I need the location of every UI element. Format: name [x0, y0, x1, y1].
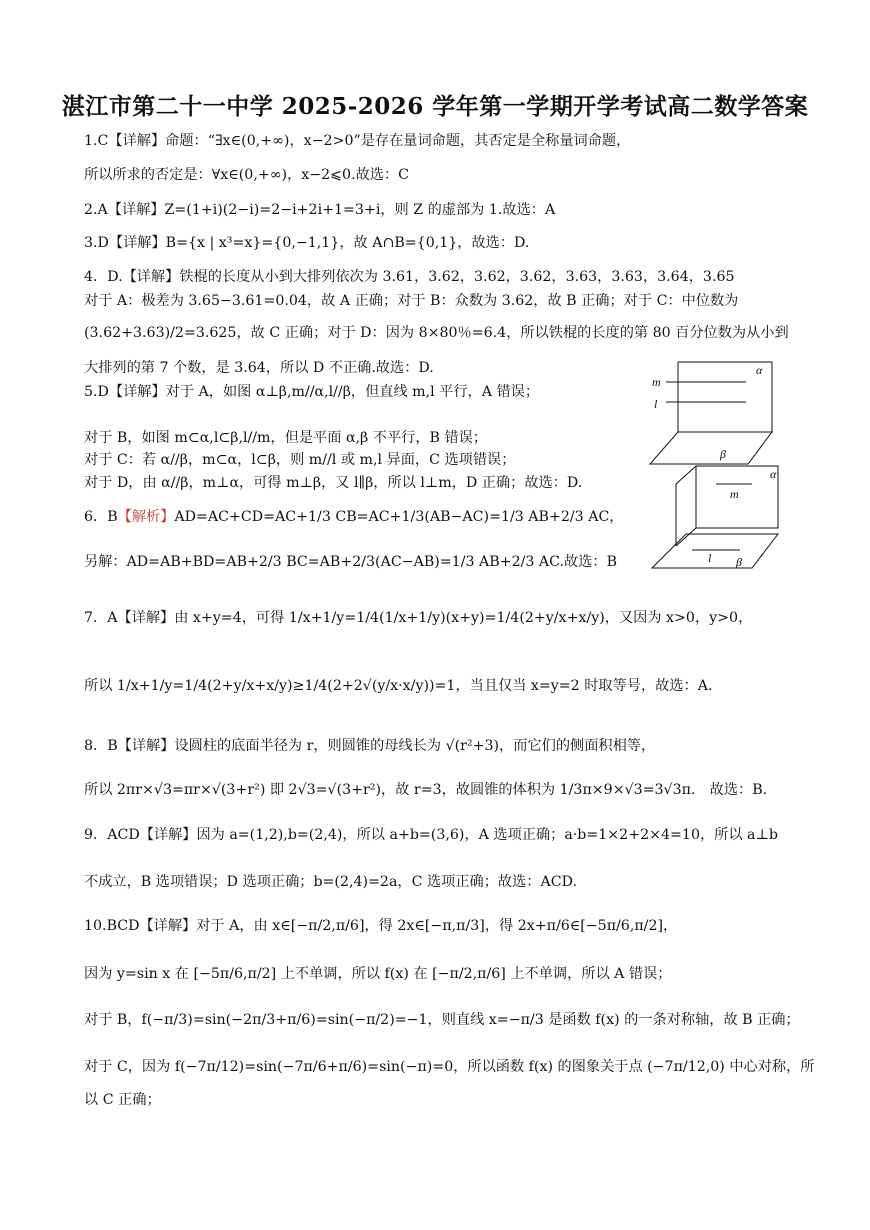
answer-line: 对于 B，f(−π/3)=sin(−2π/3+π/6)=sin(−π/2)=−1，则直线 x=−π/3 是函数 f(x) 的一条对称轴，故 B 正确； [84, 1012, 800, 1028]
label-m: m [730, 487, 739, 501]
figure-perpendicular-planes [646, 358, 786, 468]
answer-line-q6 [84, 507, 624, 527]
plane-beta [652, 534, 778, 568]
answer-line: 以 C 正确； [84, 1092, 161, 1108]
answer-line: 对于 D，由 α//β，m⊥α，可得 m⊥β，又 l∥β，所以 l⊥m，D 正确；故选：D. [84, 475, 583, 491]
q6-prefix: 6．B [84, 509, 118, 525]
label-l: l [708, 551, 712, 565]
q6-body: AD=AC+CD=AC+1/3 CB=AC+1/3(AB−AC)=1/3 AB+2/3 AC， [174, 509, 624, 525]
answer-line: 5.D【详解】对于 A，如图 α⊥β,m//α,l//β，但直线 m,l 平行，A 错误； [84, 384, 540, 400]
answer-line: 7．A【详解】由 x+y=4，可得 1/x+1/y=1/4(1/x+1/y)(x+y)=1/4(2+y/x+x/y)，又因为 x>0，y>0， [84, 610, 753, 626]
plane-alpha-depth [676, 528, 696, 546]
label-alpha: α [756, 363, 763, 377]
answer-line: 所以 1/x+1/y=1/4(2+y/x+x/y)≥1/4(2+2√(y/x·x/y))=1，当且仅当 x=y=2 时取等号，故选：A. [84, 678, 713, 694]
answer-line: 10.BCD【详解】对于 A，由 x∈[−π/2,π/6]，得 2x∈[−π,π/3]，得 2x+π/6∈[−5π/6,π/2]， [84, 918, 678, 934]
answer-line: 对于 B，如图 m⊂α,l⊂β,l//m，但是平面 α,β 不平行，B 错误； [84, 430, 488, 446]
figure-two-planes [646, 464, 786, 574]
answer-line: 8．B【详解】设圆柱的底面半径为 r，则圆锥的母线长为 √(r²+3)，而它们的侧面积相等， [84, 738, 656, 754]
label-alpha: α [770, 467, 777, 481]
answer-line: 对于 C，因为 f(−7π/12)=sin(−7π/6+π/6)=sin(−π)=0，所以函数 f(x) 的图象关于点 (−7π/12,0) 中心对称，所 [84, 1059, 815, 1075]
answer-line: 3.D【详解】B={x | x³=x}={0,−1,1}，故 A∩B={0,1}，故选：D. [84, 235, 530, 251]
answer-line: 9．ACD【详解】因为 a=(1,2),b=(2,4)，所以 a+b=(3,6)，A 选项正确；a·b=1×2+2×4=10，所以 a⊥b [84, 827, 778, 843]
label-beta: β [736, 555, 742, 569]
answer-line: 不成立，B 选项错误；D 选项正确；b=(2,4)=2a，C 选项正确；故选：ACD. [84, 874, 577, 890]
answer-line: 1.C【详解】命题：“∃x∈(0,+∞)，x−2>0”是存在量词命题，其否定是全称量词命题， [84, 133, 631, 149]
q6-tag: 【解析】 [117, 509, 175, 525]
label-m: m [652, 375, 661, 389]
answer-line: 所以 2πr×√3=πr×√(3+r²) 即 2√3=√(3+r²)，故 r=3，故圆锥的体积为 1/3π×9×√3=3√3π. 故选：B. [84, 782, 768, 798]
answer-line: 因为 y=sin x 在 [−5π/6,π/2] 上不单调，所以 f(x) 在 [−π/2,π/6] 上不单调，所以 A 错误； [84, 966, 672, 982]
answer-line: 所以所求的否定是：∀x∈(0,+∞)，x−2⩽0.故选：C [84, 167, 410, 183]
answer-line: 2.A【详解】Z=(1+i)(2−i)=2−i+2i+1=3+i，则 Z 的虚部为 1.故选：A [84, 202, 556, 218]
answer-line: 对于 A：极差为 3.65−3.61=0.04，故 A 正确；对于 B：众数为 3.62，故 B 正确；对于 C：中位数为 [84, 293, 739, 309]
label-beta: β [720, 447, 726, 461]
page-title: 湛江市第二十一中学 2025-2026 学年第一学期开学考试高二数学答案 [61, 93, 809, 120]
answer-line: (3.62+3.63)/2=3.625，故 C 正确；对于 D：因为 8×80％=6.4，所以铁棍的长度的第 80 百分位数为从小到 [84, 325, 789, 341]
answer-line: 大排列的第 7 个数，是 3.64，所以 D 不正确.故选：D. [84, 360, 434, 376]
plane-alpha-depth-top [676, 466, 696, 484]
answer-line: 另解：AD=AB+BD=AB+2/3 BC=AB+2/3(AC−AB)=1/3 AB+2/3 AC.故选：B [84, 554, 618, 570]
answer-line: 对于 C：若 α//β，m⊂α，l⊂β，则 m//l 或 m,l 异面，C 选项错误； [84, 452, 516, 468]
plane-beta [650, 432, 772, 464]
answer-line: 4．D.【详解】铁棍的长度从小到大排列依次为 3.61，3.62，3.62，3.62，3.63，3.63，3.64，3.65 [84, 269, 735, 285]
label-l: l [654, 397, 658, 411]
